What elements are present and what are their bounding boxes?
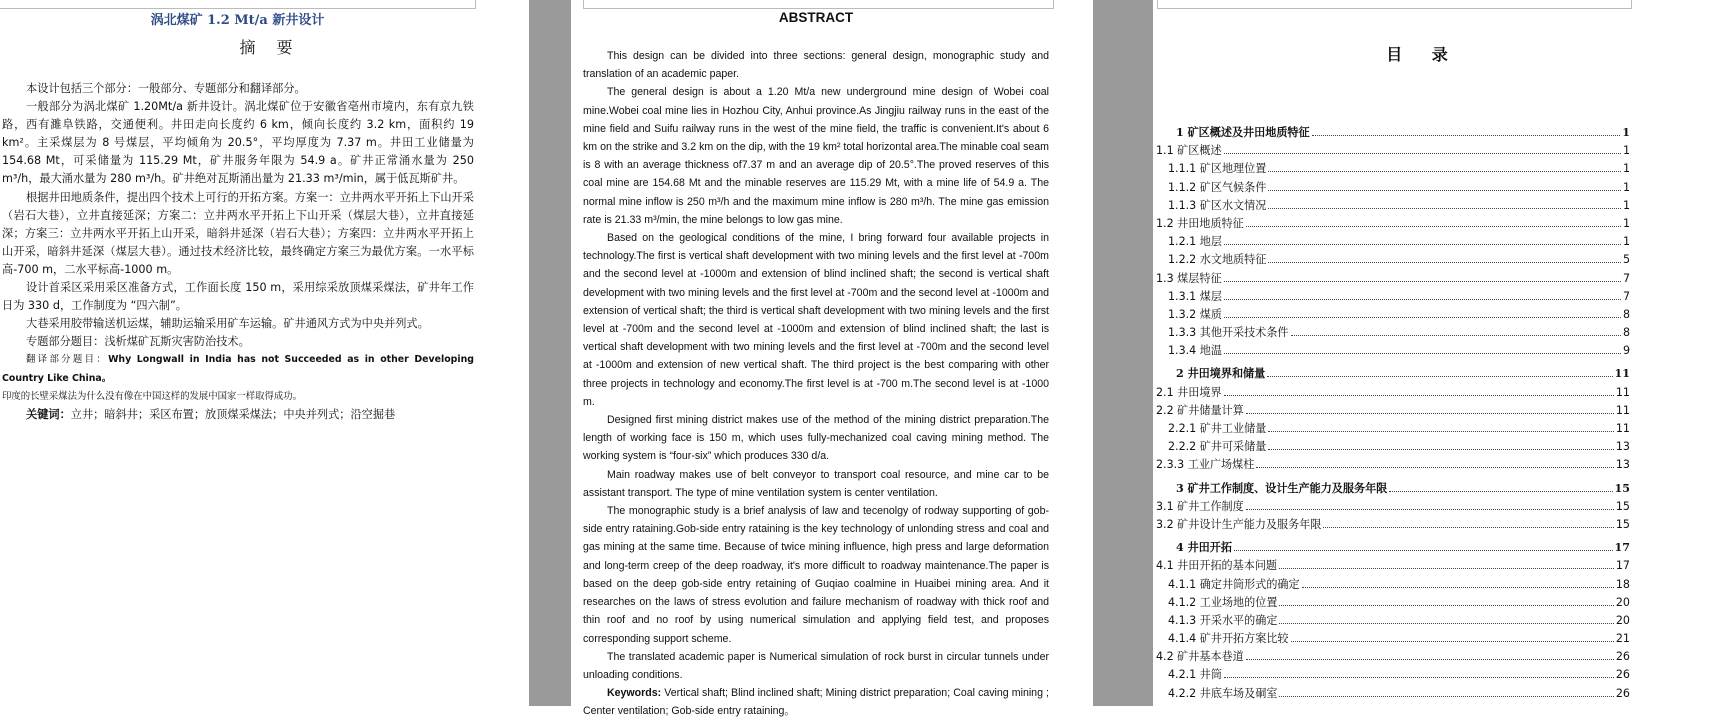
paragraph: 一般部分为涡北煤矿 1.20Mt/a 新井设计。涡北煤矿位于安徽省亳州市境内，东有京九铁路，西有濉阜铁路，交通便利。井田走向长度约 6 km，倾向长度约 3.2 km，面积约 19 km²。主采煤层为 8 号煤层，平均倾角为 20.5°，平均厚度为 7.37 m。井田工业储量为 154.68 Mt，可采储量为 115.29 Mt，矿井服务年限为 54.9 a。矿井正常涌水量为 250 m³/h，最大涌水量为 280 m³/h。矿井绝对瓦斯涌出量为 21.33 m³/min，属于低瓦斯矿井。 (2, 100, 474, 186)
toc-entry-label: 3.2 矿井设计生产能力及服务年限 (1156, 517, 1322, 531)
page-title: 摘 要 (239, 38, 301, 57)
translation-title-line (2, 351, 474, 387)
toc-entry-page: 7 (1622, 271, 1630, 285)
toc-entry-page: 13 (1615, 440, 1630, 454)
header-rule (583, 8, 1053, 9)
toc-entry[interactable] (1156, 287, 1630, 305)
toc-entry-page: 18 (1615, 577, 1630, 591)
header-corner-mark (1631, 0, 1632, 9)
toc-leader-dots (1291, 629, 1614, 642)
toc-entry-label: 1 矿区概述及井田地质特征 (1176, 126, 1310, 139)
paragraph: 本设计包括三个部分：一般部分、专题部分和翻译部分。 (26, 82, 306, 95)
toc-leader-dots (1224, 341, 1621, 354)
toc-entry-label: 1.3.3 其他开采技术条件 (1168, 326, 1289, 340)
paragraph: 设计首采区采用采区准备方式，工作面长度 150 m，采用综采放顶煤采煤法，矿井年工作日为 330 d，工作制度为 “四六制”。 (2, 281, 474, 313)
toc-entry-label: 1.1.3 矿区水文情况 (1168, 198, 1267, 212)
page-gutter (1093, 0, 1153, 706)
toc-leader-dots (1279, 556, 1614, 569)
keywords: Vertical shaft; Blind inclined shaft; Mining district preparation; Coal caving mining ; Center ventilation; Gob-side entry rataining。 (583, 687, 1049, 718)
toc-entry[interactable] (1156, 647, 1630, 665)
paragraph: 专题部分题目：浅析煤矿瓦斯灾害防治技术。 (26, 335, 250, 349)
toc-entry-label: 1.3 煤层特征 (1156, 271, 1222, 285)
toc-entry[interactable] (1156, 629, 1630, 647)
toc-entry-page: 26 (1615, 686, 1630, 700)
keywords-line (583, 684, 1049, 720)
toc-entry[interactable] (1156, 437, 1630, 455)
toc-entry-label: 2.2.2 矿井可采储量 (1168, 440, 1267, 454)
toc-leader-dots (1279, 611, 1613, 624)
toc-entry-page: 11 (1615, 422, 1630, 435)
page-title: ABSTRACT (778, 10, 854, 25)
toc-entry-page: 21 (1615, 632, 1630, 646)
toc-entry[interactable] (1156, 538, 1630, 556)
toc-entry-label: 1.3.4 地温 (1168, 344, 1222, 358)
toc-entry[interactable] (1156, 269, 1630, 287)
toc-entry-label: 1.2 井田地质特征 (1156, 216, 1244, 230)
keywords-label: 关键词： (26, 407, 71, 421)
abstract-body (583, 47, 1049, 721)
toc-entry-page: 9 (1622, 344, 1630, 358)
toc-leader-dots (1312, 123, 1621, 136)
toc-entry[interactable] (1156, 575, 1630, 593)
toc-leader-dots (1268, 178, 1621, 191)
toc-entry-label: 3 矿井工作制度、设计生产能力及服务年限 (1176, 481, 1388, 495)
toc-entry-page: 17 (1614, 541, 1630, 555)
toc-leader-dots (1279, 593, 1613, 606)
toc-leader-dots (1246, 647, 1614, 660)
toc-leader-dots (1224, 383, 1614, 396)
page-english-abstract (571, 0, 1093, 718)
toc-entry[interactable] (1156, 665, 1630, 683)
paragraph: The translated academic paper is Numerical simulation of rock burst in circular tunnels under unloading conditions. (583, 650, 1049, 681)
toc-list (1156, 123, 1630, 702)
toc-entry-page: 26 (1615, 668, 1630, 682)
toc-entry-page: 7 (1622, 289, 1630, 303)
toc-entry[interactable] (1156, 515, 1630, 533)
toc-entry-label: 4.1 井田开拓的基本问题 (1156, 559, 1278, 573)
toc-leader-dots (1224, 665, 1614, 678)
toc-entry[interactable] (1156, 419, 1630, 437)
translation-label: 翻译部分题目： (26, 354, 109, 366)
toc-entry-page: 11 (1614, 367, 1630, 381)
abstract-body (2, 80, 474, 424)
toc-leader-dots (1268, 250, 1621, 263)
paragraph: Based on the geological conditions of the mine, I bring forward four available projects in technology.The first is vertical shaft development with two mining levels and the first level at -700m and the second level at -1000m and extension of blind inclined shaft; the second is vertical shaft development with two mining levels and the first level at -700m and the second level at -1000m and extension of vertical shaft; the third is vertical shaft development with two mining levels and the first level at -700m and the second level at -1000m and extension of blind inclined shaft; the last is vertical shaft development with two mining levels and the first level at -700m and the second level at -1000m and extension of new vertical shaft. The third project is the best comparing with other three projects in technology and economy.The first level is at -700 m.The second level is at -1000 m. (583, 232, 1049, 408)
toc-entry-page: 1 (1622, 216, 1630, 230)
toc-entry[interactable] (1156, 556, 1630, 574)
toc-entry-label: 4.2.1 井筒 (1168, 668, 1222, 682)
keywords-label: Keywords: (607, 687, 662, 700)
toc-entry[interactable] (1156, 250, 1630, 268)
toc-entry[interactable] (1156, 611, 1630, 629)
toc-entry-label: 4.1.1 确定井筒形式的确定 (1168, 577, 1300, 591)
toc-entry-label: 2.2.1 矿井工业储量 (1168, 422, 1267, 435)
toc-entry-label: 4 井田开拓 (1176, 541, 1232, 555)
translation-chinese: 印度的长壁采煤法为什么没有像在中国这样的发展中国家一样取得成功。 (2, 390, 303, 402)
page-gutter (529, 0, 571, 706)
toc-entry-label: 1.3.1 煤层 (1168, 289, 1222, 303)
toc-entry-page: 1 (1622, 126, 1630, 139)
toc-entry-page: 5 (1622, 253, 1630, 267)
toc-entry-page: 1 (1622, 235, 1630, 249)
toc-entry-page: 1 (1622, 144, 1630, 158)
running-header-title: 涡北煤矿 1.2 Mt/a 新井设计 (150, 13, 325, 28)
toc-entry-label: 2.2 矿井储量计算 (1156, 403, 1244, 417)
toc-entry[interactable] (1156, 383, 1630, 401)
toc-entry-page: 13 (1615, 458, 1630, 472)
toc-leader-dots (1224, 269, 1621, 282)
toc-entry-label: 1.1 矿区概述 (1156, 144, 1222, 158)
toc-entry-label: 2.3.3 工业广场煤柱 (1156, 458, 1255, 472)
toc-entry-page: 11 (1615, 385, 1630, 399)
toc-leader-dots (1291, 323, 1621, 336)
toc-leader-dots (1224, 287, 1621, 300)
toc-entry-label: 2 井田境界和储量 (1176, 367, 1266, 381)
toc-entry-label: 1.1.1 矿区地理位置 (1168, 162, 1267, 176)
page-title: 目 录 (1386, 45, 1460, 64)
toc-entry-label: 4.2 矿井基本巷道 (1156, 650, 1244, 664)
toc-leader-dots (1302, 575, 1614, 588)
toc-leader-dots (1224, 232, 1621, 245)
toc-leader-dots (1246, 401, 1614, 414)
toc-entry-page: 1 (1622, 198, 1630, 212)
translation-title: Why Longwall in India has not Succeeded as in other Developing Country Like China。 (2, 354, 474, 384)
toc-entry-label: 4.1.4 矿井开拓方案比较 (1168, 632, 1289, 646)
header-rule (1157, 8, 1631, 9)
toc-entry[interactable] (1156, 323, 1630, 341)
toc-entry-label: 1.2.2 水文地质特征 (1168, 253, 1267, 267)
toc-entry[interactable] (1156, 364, 1630, 382)
toc-entry-page: 15 (1615, 517, 1630, 531)
toc-entry-label: 1.2.1 地层 (1168, 235, 1222, 249)
toc-entry-page: 20 (1615, 595, 1630, 609)
toc-entry[interactable] (1156, 123, 1630, 141)
toc-leader-dots (1267, 364, 1612, 377)
toc-entry[interactable] (1156, 497, 1630, 515)
toc-entry[interactable] (1156, 141, 1630, 159)
toc-entry[interactable] (1156, 196, 1630, 214)
keywords: 立井；暗斜井；采区布置；放顶煤采煤法；中央并列式；沿空掘巷 (70, 407, 396, 421)
toc-entry-page: 11 (1615, 403, 1630, 417)
toc-entry[interactable] (1156, 159, 1630, 177)
paragraph: Main roadway makes use of belt conveyor to transport coal resource, and mine car to be assistant transport. The type of mine ventilation system is center ventilation. (583, 468, 1049, 499)
header-corner-mark (1157, 0, 1158, 9)
toc-entry[interactable] (1156, 479, 1630, 497)
toc-entry-page: 8 (1622, 307, 1630, 321)
toc-entry-page: 15 (1614, 481, 1630, 495)
toc-entry-label: 3.1 矿井工作制度 (1156, 499, 1244, 513)
toc-leader-dots (1279, 684, 1613, 697)
paragraph: This design can be divided into three sections: general design, monographic study and translation of an academic paper. (583, 50, 1049, 81)
toc-entry[interactable] (1156, 684, 1630, 702)
paragraph: 根据井田地质条件，提出四个技术上可行的开拓方案。方案一：立井两水平开拓上下山开采（岩石大巷），立井直接延深；方案二：立井两水平开拓上下山开采（煤层大巷），立井直接延深；方案三：立井两水平开拓上山开采，暗斜井延深（岩石大巷）；方案四：立井两水平开拓上山开采，暗斜井延深（煤层大巷）。通过技术经济比较，最终确定方案三为最优方案。一水平标高-700 m，二水平标高-1000 m。 (2, 190, 474, 276)
toc-entry[interactable] (1156, 214, 1630, 232)
header-corner-mark (583, 0, 584, 9)
paragraph: 大巷采用胶带输送机运煤，辅助运输采用矿车运输。矿井通风方式为中央并列式。 (26, 317, 429, 331)
header-corner-mark (1053, 0, 1054, 9)
paragraph: The general design is about a 1.20 Mt/a new underground mine design of Wobei coal mine.Wobei coal mine lies in Hozhou City, Anhui province.As Jingjiu railway runs in the east of the mine field and Suifu railway runs in the west of the mine field, the traffic is convenient.It's about 6 km on the strike and 3.2 km on the dip, with the 19 km² total horizontal area.The minable coal seam is 8 with an average thickness of7.37 m and an average dip of 20.5°.The proved reserves of this coal mine are 154.68 Mt and the minable reserves are 115.29 Mt, with a mine life of 54.9 a. The normal mine inflow is 250 m³/h and the maximum mine inflow is 280 m³/h. The mine gas emission rate is 21.33 m³/min, the mine belongs to low gas mine. (583, 86, 1049, 226)
toc-leader-dots (1268, 437, 1614, 450)
toc-leader-dots (1389, 479, 1612, 492)
paragraph: The monographic study is a brief analysis of law and tecenolgy of rodway supporting of gob-side entry rataining.Gob-side entry rataining is the key technology of unlonding stress and coal and gas mining at the same time. Because of twice mining influence, high press and large deformation and long-term creep of the deep roadway, it's more difficult to roadway maintenance.The paper is based on the deep gob-side entry retaining of Guqiao coalmine in Huaibei mining area. And it researches on the laws of stress evolution and failure mechanism of roadway with thick roof and thin roof and no roof by using numerical simulation and applying field test, and proposes corresponding support scheme. (583, 505, 1049, 645)
toc-leader-dots (1268, 159, 1621, 172)
toc-entry[interactable] (1156, 401, 1630, 419)
toc-entry-label: 1.1.2 矿区气候条件 (1168, 180, 1267, 194)
toc-entry-label: 4.2.2 井底车场及硐室 (1168, 686, 1278, 700)
toc-leader-dots (1256, 455, 1614, 468)
toc-leader-dots (1268, 419, 1614, 432)
toc-entry-label: 1.3.2 煤质 (1168, 307, 1222, 321)
toc-entry-page: 1 (1622, 180, 1630, 194)
toc-leader-dots (1323, 515, 1613, 528)
keywords-line (2, 406, 474, 424)
toc-entry-page: 17 (1615, 559, 1630, 573)
toc-entry-page: 1 (1622, 162, 1630, 176)
toc-entry-page: 26 (1615, 650, 1630, 664)
toc-leader-dots (1224, 141, 1621, 154)
toc-leader-dots (1234, 538, 1613, 551)
toc-entry[interactable] (1156, 178, 1630, 196)
toc-entry-page: 20 (1615, 613, 1630, 627)
toc-entry-label: 4.1.3 开采水平的确定 (1168, 613, 1278, 627)
toc-entry[interactable] (1156, 305, 1630, 323)
toc-entry[interactable] (1156, 341, 1630, 359)
toc-leader-dots (1246, 497, 1614, 510)
toc-entry[interactable] (1156, 593, 1630, 611)
toc-entry-label: 4.1.2 工业场地的位置 (1168, 595, 1278, 609)
toc-entry-label: 2.1 井田境界 (1156, 385, 1222, 399)
toc-entry-page: 15 (1615, 499, 1630, 513)
page-chinese-abstract (0, 0, 529, 706)
toc-leader-dots (1268, 196, 1621, 209)
page-table-of-contents (1153, 0, 1726, 706)
toc-leader-dots (1224, 305, 1621, 318)
header-corner-mark (475, 0, 476, 9)
toc-leader-dots (1246, 214, 1621, 227)
paragraph: Designed first mining district makes use of the method of the mining district preparation.The length of working face is 150 m, which uses fully-mechanized coal caving mining method. The working system is “four-six” which produces 330 d/a. (583, 414, 1049, 463)
toc-entry[interactable] (1156, 455, 1630, 473)
toc-entry[interactable] (1156, 232, 1630, 250)
toc-entry-page: 8 (1622, 326, 1630, 340)
